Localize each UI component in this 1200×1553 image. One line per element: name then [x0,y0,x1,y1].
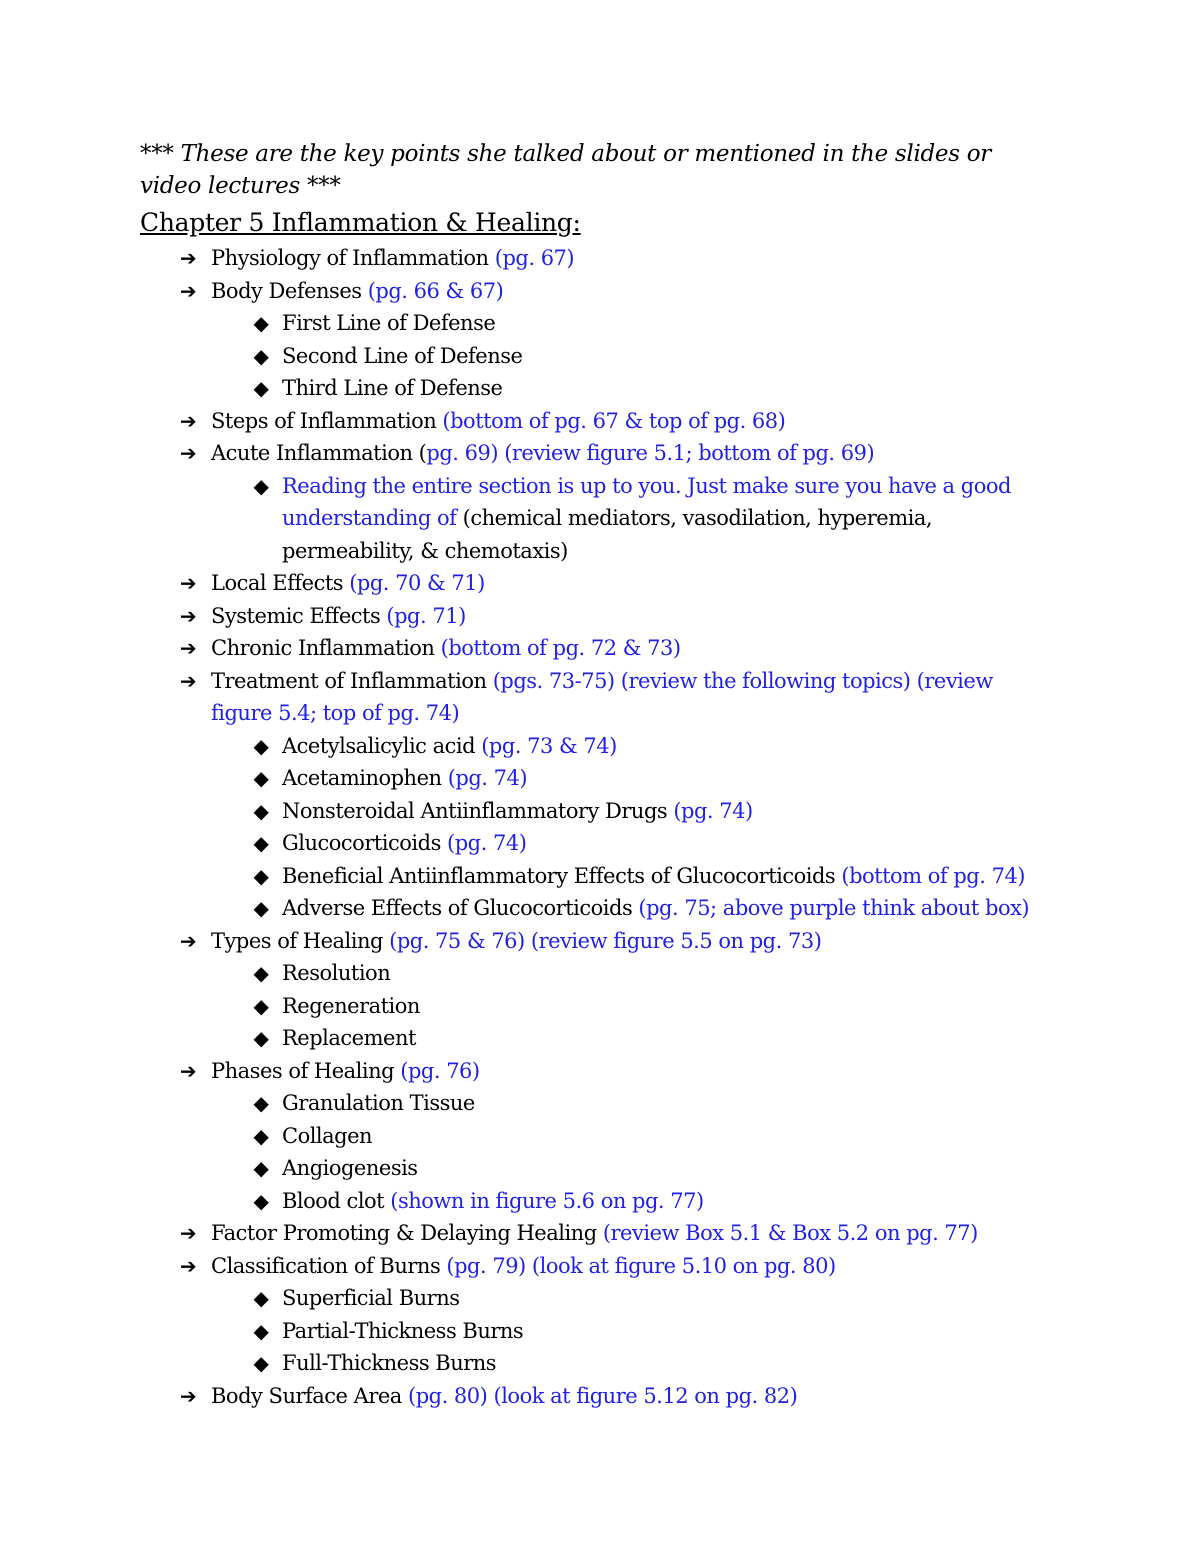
item-text: Types of Healing [211,928,390,953]
diamond-bullet-icon: ◆ [253,766,269,790]
item-text: Third Line of Defense [282,376,503,400]
right-arrow-icon: ➔ [179,408,197,433]
intro-note: *** These are the key points she talked about or mentioned in the slides or video lectures *** [140,141,991,199]
diamond-bullet-icon: ◆ [253,798,269,823]
outline-subitem [0,1347,1200,1380]
outline-subitem [0,307,1200,340]
item-text: Beneficial Antiinflammatory Effects of Glucocorticoids [282,863,842,888]
outline-item [0,1380,1200,1413]
item-text: Chronic Inflammation [211,636,441,660]
page-reference: (pg. 75 & 76) (review figure 5.5 on pg. 73) [389,928,822,953]
diamond-bullet-icon: ◆ [253,863,269,888]
diamond-bullet-icon: ◆ [253,343,269,368]
item-text: Acetylsalicylic acid [282,733,482,758]
right-arrow-icon: ➔ [179,668,197,693]
outline-subitem [0,957,1200,990]
item-text: Local Effects [211,571,350,595]
outline-subitem [0,1152,1200,1185]
page-reference: (pg. 66 & 67) [367,278,504,303]
right-arrow-icon: ➔ [179,1383,197,1408]
page-reference: (shown in figure 5.6 on pg. 77) [390,1188,704,1213]
diamond-bullet-icon: ◆ [253,1351,269,1375]
item-text: Full-Thickness Burns [282,1351,497,1375]
page-reference: (pg. 74) [447,766,528,790]
diamond-bullet-icon: ◆ [253,733,269,758]
item-text: Nonsteroidal Antiinflammatory Drugs [282,798,674,823]
diamond-bullet-icon: ◆ [253,1318,269,1343]
diamond-bullet-icon: ◆ [253,961,269,985]
outline-subitem [0,1022,1200,1055]
page-reference: (pgs. 73-75) (review the following topics) (review figure 5.4; top of pg. 74) [211,668,993,725]
page-reference: pg. 69) (review figure 5.1; bottom of pg. 69) [426,441,875,465]
outline-subitem [0,1185,1200,1218]
diamond-bullet-icon: ◆ [253,1026,269,1050]
outline-subitem [0,827,1200,860]
outline-item [0,665,1011,730]
page-reference: (bottom of pg. 67 & top of pg. 68) [442,408,786,433]
diamond-bullet-icon: ◆ [253,1188,269,1213]
item-text: Systemic Effects [211,603,387,628]
item-text: Superficial Burns [282,1286,460,1310]
diamond-bullet-icon: ◆ [253,1156,269,1180]
item-text: (chemical mediators, vasodilation, hyperemia, permeability, & chemotaxis) [282,506,933,563]
right-arrow-icon: ➔ [179,636,197,660]
outline-subitem [0,990,1200,1023]
page-reference: (pg. 70 & 71) [349,571,485,595]
right-arrow-icon: ➔ [179,928,197,953]
item-text: Acute Inflammation ( [211,441,427,465]
outline-item [0,632,1200,665]
outline-subitem [0,372,1200,405]
item-text: Blood clot [282,1188,391,1213]
diamond-bullet-icon: ◆ [253,376,269,400]
outline-subitem [0,892,1042,925]
outline-subitem [0,730,1200,763]
page-reference: (pg. 71) [386,603,466,628]
outline-item [0,437,1200,470]
item-text: Phases of Healing [211,1058,401,1083]
diamond-bullet-icon: ◆ [253,993,269,1018]
item-text: Granulation Tissue [282,1091,475,1115]
right-arrow-icon: ➔ [179,441,197,465]
right-arrow-icon: ➔ [179,571,197,595]
outline-subitem [0,762,1200,795]
item-text: Replacement [282,1026,416,1050]
right-arrow-icon: ➔ [179,603,197,628]
page-reference: (pg. 75; above purple think about box) [638,896,1030,920]
page-reference: (pg. 74) [673,798,753,823]
outline-subitem [0,1087,1200,1120]
page-reference: (review Box 5.1 & Box 5.2 on pg. 77) [602,1221,978,1245]
item-text: Angiogenesis [282,1156,418,1180]
outline-subitem [0,1282,1200,1315]
outline-item [0,1055,1200,1088]
item-text: Body Surface Area [211,1383,408,1408]
diamond-bullet-icon: ◆ [253,1123,269,1148]
item-text: Glucocorticoids [282,831,448,855]
page-reference: (pg. 73 & 74) [481,733,617,758]
outline-subitem [0,340,1200,373]
item-text: Collagen [282,1123,373,1148]
item-text: Classification of Burns [211,1253,447,1278]
diamond-bullet-icon: ◆ [253,831,269,855]
outline-item [0,405,1200,438]
chapter-title: Chapter 5 Inflammation & Healing: [140,208,581,237]
diamond-bullet-icon: ◆ [253,896,269,920]
right-arrow-icon: ➔ [179,246,197,270]
page-reference: (pg. 80) (look at figure 5.12 on pg. 82) [408,1383,798,1408]
right-arrow-icon: ➔ [179,1253,197,1278]
diamond-bullet-icon: ◆ [253,1286,269,1310]
outline-list [0,242,1200,1412]
item-text: Steps of Inflammation [211,408,443,433]
item-text: First Line of Defense [282,311,496,335]
diamond-bullet-icon: ◆ [253,1091,269,1115]
outline-subitem [0,795,1200,828]
item-text: Partial-Thickness Burns [282,1318,524,1343]
item-text: Treatment of Inflammation [211,668,493,693]
outline-subitem [0,1315,1200,1348]
outline-item [0,1217,1011,1250]
outline-item [0,275,1200,308]
page-reference: (pg. 79) (look at figure 5.10 on pg. 80) [446,1253,836,1278]
outline-item [0,242,1200,275]
item-note: Reading the entire section is up to you. Just make sure you have a good understanding of [282,473,1011,530]
right-arrow-icon: ➔ [179,1058,197,1083]
diamond-bullet-icon: ◆ [253,311,269,335]
item-text: Second Line of Defense [282,343,523,368]
outline-item [0,567,1200,600]
outline-subitem [0,1120,1200,1153]
item-text: Regeneration [282,993,420,1018]
item-text: Resolution [282,961,391,985]
right-arrow-icon: ➔ [179,278,197,303]
item-text: Body Defenses [211,278,368,303]
right-arrow-icon: ➔ [179,1221,197,1245]
outline-subitem [0,860,1042,893]
page-reference: (bottom of pg. 74) [841,863,1026,888]
page-reference: (pg. 74) [447,831,527,855]
outline-subitem [0,470,1042,568]
outline-item [0,1250,1200,1283]
outline-item [0,600,1200,633]
item-text: Adverse Effects of Glucocorticoids [282,896,639,920]
outline-item [0,925,1200,958]
page-reference: (pg. 76) [400,1058,480,1083]
page-reference: (bottom of pg. 72 & 73) [440,636,681,660]
item-text: Acetaminophen [282,766,448,790]
item-text: Physiology of Inflammation [211,246,495,270]
diamond-bullet-icon: ◆ [253,473,269,498]
page-reference: (pg. 67) [494,246,575,270]
item-text: Factor Promoting & Delaying Healing [211,1221,603,1245]
